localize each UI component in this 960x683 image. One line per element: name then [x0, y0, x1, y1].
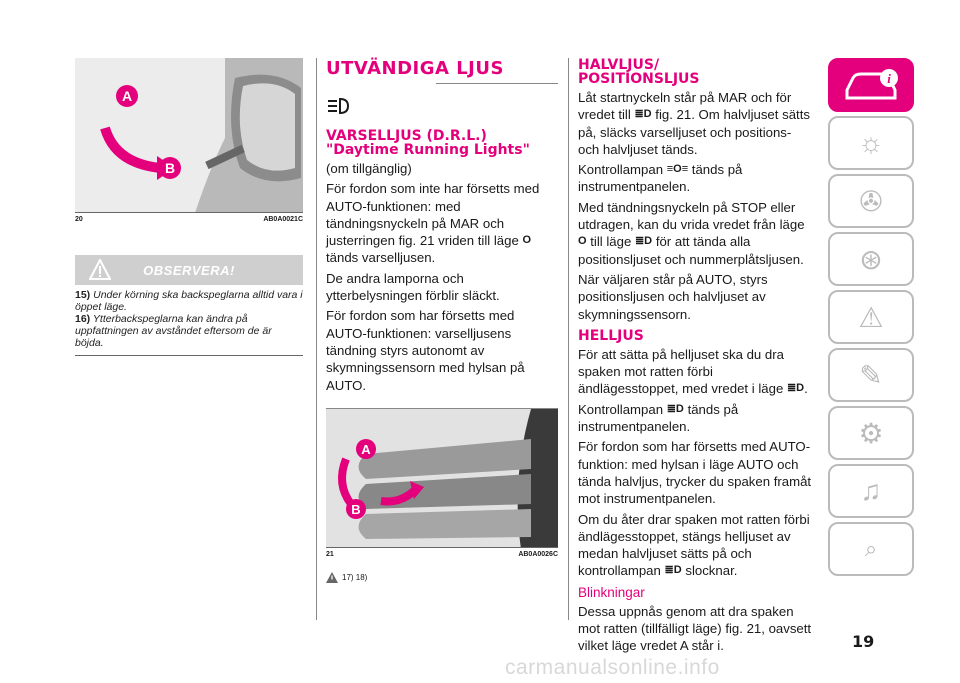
- warning-triangle-icon: ⚠: [858, 301, 884, 333]
- low-beam-heading: HALVLJUS/ POSITIONSLJUS: [578, 57, 700, 87]
- paragraph: Låt startnyckeln står på MAR och för vredet till ≣D fig. 21. Om halvljuset sätts på, släcks varselljuset och positions- och halvljuset tänds.: [578, 90, 810, 157]
- low-beam-icon: ≣D: [786, 382, 805, 395]
- tab-safety[interactable]: [828, 174, 914, 228]
- column-right: [578, 58, 814, 655]
- paragraph: För att sätta på helljuset ska du dra spaken mot ratten förbi ändlägesstoppet, med vredet i läge ≣D.: [578, 346, 808, 397]
- airbag-icon: ✇: [859, 185, 883, 217]
- figure-code: AB0A0026C: [518, 550, 558, 558]
- column-divider: [568, 58, 569, 620]
- drl-heading: VARSELLJUS (D.R.L.) "Daytime Running Lights": [326, 128, 530, 158]
- index-search-icon: ⌕: [864, 536, 878, 561]
- position-light-icon: ≡O≡: [666, 163, 689, 176]
- note-item: 15) Under körning ska backspeglarna alltid vara i öppet läge.: [75, 289, 303, 313]
- tab-multimedia[interactable]: [828, 464, 914, 518]
- note-header: [75, 255, 303, 285]
- figure-number: 21: [326, 550, 334, 558]
- fig20-label-a: A: [121, 88, 133, 104]
- tab-lights[interactable]: [828, 116, 914, 170]
- warning-refs: 17) 18): [326, 572, 558, 583]
- paragraph: Kontrollampan ≣D tänds på instrumentpanelen.: [578, 401, 739, 435]
- paragraph: Med tändningsnyckeln på STOP eller utdragen, kan du vrida vredet från läge O till läge ≣D för att tända alla positionsljuset och nummerplåtsljusen.: [578, 199, 805, 267]
- paragraph: De andra lamporna och ytterbelysningen förblir släckt.: [326, 270, 500, 304]
- note-item: 16) Ytterbackspeglarna kan ändra på uppfattningen av avståndet eftersom de är böjda.: [75, 313, 272, 349]
- headlight-icon: [326, 96, 352, 116]
- section-title: UTVÄNDIGA LJUS: [326, 58, 504, 79]
- tab-car-info[interactable]: [828, 58, 914, 112]
- figure-code: AB0A0021C: [263, 216, 303, 223]
- paragraph: Dessa uppnås genom att dra spaken mot ratten (tillfälligt läge) fig. 21, oavsett vilket läge vredet A står i.: [578, 603, 812, 654]
- low-beam-icon: ≣D: [634, 108, 652, 121]
- tab-index[interactable]: [828, 522, 914, 576]
- paragraph: För fordon som har försetts med AUTO-funktionen: varselljusens tändning styrs autonomt av skymningssensorn med hylsan på AUTO.: [326, 308, 525, 393]
- chapter-tabs: [828, 58, 914, 580]
- fig21-label-b: B: [351, 501, 361, 517]
- music-icon: ♫: [860, 475, 882, 506]
- tab-technical[interactable]: [828, 406, 914, 460]
- high-beam-icon: ≣D: [666, 402, 684, 415]
- paragraph: Om du åter drar spaken mot ratten förbi ändlägesstoppet, stängs helljuset av medan halvljuset sätts på och kontrollampan ≣D slocknar.: [578, 511, 810, 579]
- paragraph: För fordon som har försetts med AUTO-funktion: med hylsan i läge AUTO och tända halvljus, trycker du spaken framåt mot instrumentpanelen.: [578, 439, 812, 507]
- note-title: OBSERVERA!: [143, 262, 235, 278]
- high-beam-heading: HELLJUS: [578, 327, 644, 344]
- figure-21-stalk: [326, 408, 558, 548]
- figure-number: 20: [75, 216, 83, 223]
- title-rule: [436, 83, 558, 84]
- page-number: 19: [852, 632, 875, 651]
- gears-icon: ⚙: [858, 417, 884, 449]
- column-middle: [326, 58, 558, 583]
- tab-emergency[interactable]: [828, 290, 914, 344]
- car-info-icon: [841, 68, 901, 102]
- paragraph: När väljaren står på AUTO, styrs positionsljusen och halvljuset av skymningssensorn.: [578, 271, 768, 322]
- tab-maintenance[interactable]: [828, 348, 914, 402]
- steering-wheel-icon: ⊛: [859, 243, 883, 275]
- off-position-icon: O: [578, 235, 587, 248]
- lights-icon: ☼: [858, 127, 884, 158]
- low-beam-icon: ≣D: [634, 235, 653, 248]
- watermark: carmanualsonline.info: [505, 656, 720, 679]
- column-divider: [316, 58, 317, 620]
- figure-20-mirror: [75, 58, 303, 213]
- paragraph: Kontrollampan ≡O≡ tänds på instrumentpanelen.: [578, 162, 743, 195]
- note-body: [75, 285, 303, 356]
- high-beam-icon: ≣D: [664, 564, 682, 577]
- tab-driving[interactable]: [828, 232, 914, 286]
- off-position-icon: O: [522, 234, 532, 247]
- stalk-illustration: [326, 409, 558, 548]
- column-left: [75, 58, 303, 356]
- blink-heading: Blinkningar: [578, 584, 645, 600]
- fig20-label-b: B: [164, 160, 176, 176]
- figure-21-caption: [326, 551, 558, 558]
- mirror-illustration: [75, 58, 303, 213]
- figure-20-caption: [75, 216, 303, 223]
- warning-icon: [89, 259, 111, 281]
- warning-icon: [326, 572, 338, 583]
- fig21-label-a: A: [361, 441, 371, 457]
- svg-text:i: i: [887, 71, 891, 86]
- paragraph: För fordon som inte har försetts med AUTO-funktionen: med tändningsnyckeln på MAR och justerringen fig. 21 vriden till läge O tänds varselljusen.: [326, 181, 540, 266]
- wrench-icon: ✎: [859, 359, 883, 391]
- paragraph: (om tillgänglig): [326, 161, 412, 176]
